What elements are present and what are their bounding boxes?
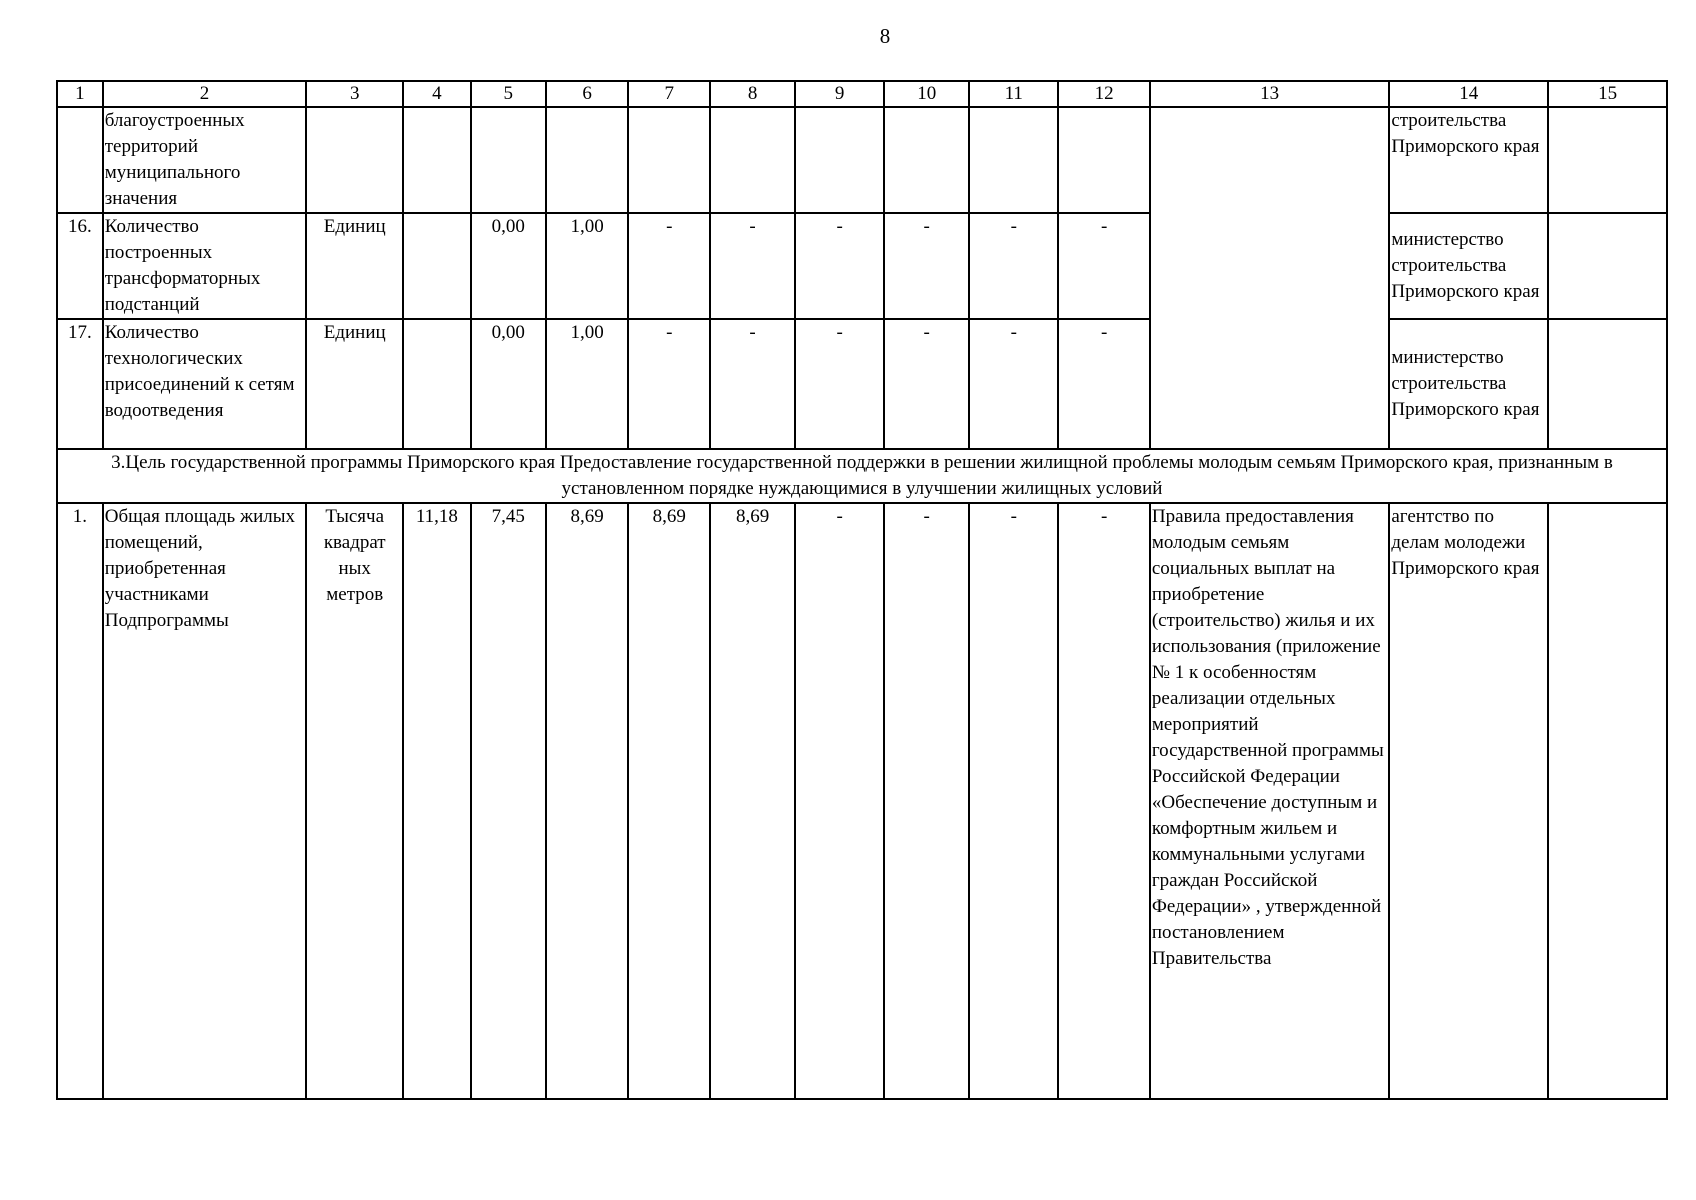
unit-cell: Единиц bbox=[306, 213, 403, 319]
value-cell: - bbox=[884, 213, 969, 319]
responsible-cell: министерство строительства Приморского края bbox=[1389, 213, 1548, 319]
unit-cell bbox=[306, 107, 403, 213]
value-cell bbox=[628, 107, 710, 213]
col-header-1: 1 bbox=[57, 81, 103, 107]
row-number bbox=[57, 107, 103, 213]
value-cell: 8,69 bbox=[546, 503, 629, 1099]
notes-cell bbox=[1548, 503, 1667, 1099]
row-number: 17. bbox=[57, 319, 103, 449]
value-cell: - bbox=[628, 213, 710, 319]
value-cell: - bbox=[795, 319, 884, 449]
value-cell bbox=[884, 107, 969, 213]
value-cell: 1,00 bbox=[546, 319, 629, 449]
unit-cell: Единиц bbox=[306, 319, 403, 449]
value-cell bbox=[710, 107, 795, 213]
indicator-name: Количество технологических присоединений к сетям водоотведения bbox=[103, 319, 307, 449]
value-cell: 0,00 bbox=[471, 319, 546, 449]
col-header-2: 2 bbox=[103, 81, 307, 107]
continuation-row bbox=[57, 107, 1667, 213]
value-cell: - bbox=[969, 503, 1058, 1099]
indicator-name: Количество построенных трансформаторных подстанций bbox=[103, 213, 307, 319]
section-goal-row bbox=[57, 449, 1667, 503]
notes-cell bbox=[1548, 107, 1667, 213]
method-cell-merged bbox=[1150, 107, 1389, 449]
value-cell: - bbox=[795, 213, 884, 319]
table-row bbox=[57, 213, 1667, 319]
value-cell: - bbox=[795, 503, 884, 1099]
notes-cell bbox=[1548, 213, 1667, 319]
value-cell: 8,69 bbox=[628, 503, 710, 1099]
row-number: 1. bbox=[57, 503, 103, 1099]
col-header-8: 8 bbox=[710, 81, 795, 107]
col-header-11: 11 bbox=[969, 81, 1058, 107]
value-cell: - bbox=[1058, 503, 1149, 1099]
value-cell: - bbox=[710, 319, 795, 449]
col-header-7: 7 bbox=[628, 81, 710, 107]
value-cell: - bbox=[1058, 319, 1149, 449]
col-header-4: 4 bbox=[403, 81, 470, 107]
col-header-14: 14 bbox=[1389, 81, 1548, 107]
value-cell bbox=[795, 107, 884, 213]
value-cell bbox=[403, 319, 470, 449]
value-cell: - bbox=[969, 213, 1058, 319]
responsible-cell: агентство по делам молодежи Приморского края bbox=[1389, 503, 1548, 1099]
indicator-name: благоустроенных территорий муниципального значения bbox=[103, 107, 307, 213]
col-header-10: 10 bbox=[884, 81, 969, 107]
value-cell bbox=[969, 107, 1058, 213]
col-header-5: 5 bbox=[471, 81, 546, 107]
indicators-table bbox=[56, 80, 1668, 1100]
col-header-15: 15 bbox=[1548, 81, 1667, 107]
col-header-12: 12 bbox=[1058, 81, 1149, 107]
value-cell bbox=[471, 107, 546, 213]
value-cell: - bbox=[628, 319, 710, 449]
col-header-6: 6 bbox=[546, 81, 629, 107]
value-cell bbox=[403, 107, 470, 213]
value-cell: 0,00 bbox=[471, 213, 546, 319]
col-header-3: 3 bbox=[306, 81, 403, 107]
table-row bbox=[57, 503, 1667, 1099]
value-cell: 8,69 bbox=[710, 503, 795, 1099]
value-cell: - bbox=[1058, 213, 1149, 319]
value-cell bbox=[1058, 107, 1149, 213]
table-row bbox=[57, 319, 1667, 449]
col-header-9: 9 bbox=[795, 81, 884, 107]
indicator-name: Общая площадь жилых помещений, приобретенная участниками Подпрограммы bbox=[103, 503, 307, 1099]
page-number: 8 bbox=[879, 24, 891, 48]
section-goal-text: 3.Цель государственной программы Приморского края Предоставление государственной поддержки в решении жилищной проблемы молодым семьям Приморского края, признанным в установленном порядке нуждающимися в улучшении жилищных условий bbox=[57, 449, 1667, 503]
value-cell bbox=[546, 107, 629, 213]
value-cell: 11,18 bbox=[403, 503, 470, 1099]
value-cell: 7,45 bbox=[471, 503, 546, 1099]
row-number: 16. bbox=[57, 213, 103, 319]
notes-cell bbox=[1548, 319, 1667, 449]
value-cell bbox=[403, 213, 470, 319]
value-cell: - bbox=[969, 319, 1058, 449]
column-numbers-row bbox=[57, 81, 1667, 107]
value-cell: - bbox=[710, 213, 795, 319]
value-cell: - bbox=[884, 319, 969, 449]
value-cell: - bbox=[884, 503, 969, 1099]
responsible-cell: министерство строительства Приморского края bbox=[1389, 319, 1548, 449]
col-header-13: 13 bbox=[1150, 81, 1389, 107]
unit-cell: Тысяча квадрат ных метров bbox=[306, 503, 403, 1099]
value-cell: 1,00 bbox=[546, 213, 629, 319]
method-cell: Правила предоставления молодым семьям социальных выплат на приобретение (строительство) жилья и их использования (приложение № 1 к особенностям реализации отдельных мероприятий государственной программы Российской Федерации «Обеспечение доступным и комфортным жильем и коммунальными услугами граждан Российской Федерации» , утвержденной постановлением Правительства bbox=[1150, 503, 1389, 1099]
responsible-cell: строительства Приморского края bbox=[1389, 107, 1548, 213]
